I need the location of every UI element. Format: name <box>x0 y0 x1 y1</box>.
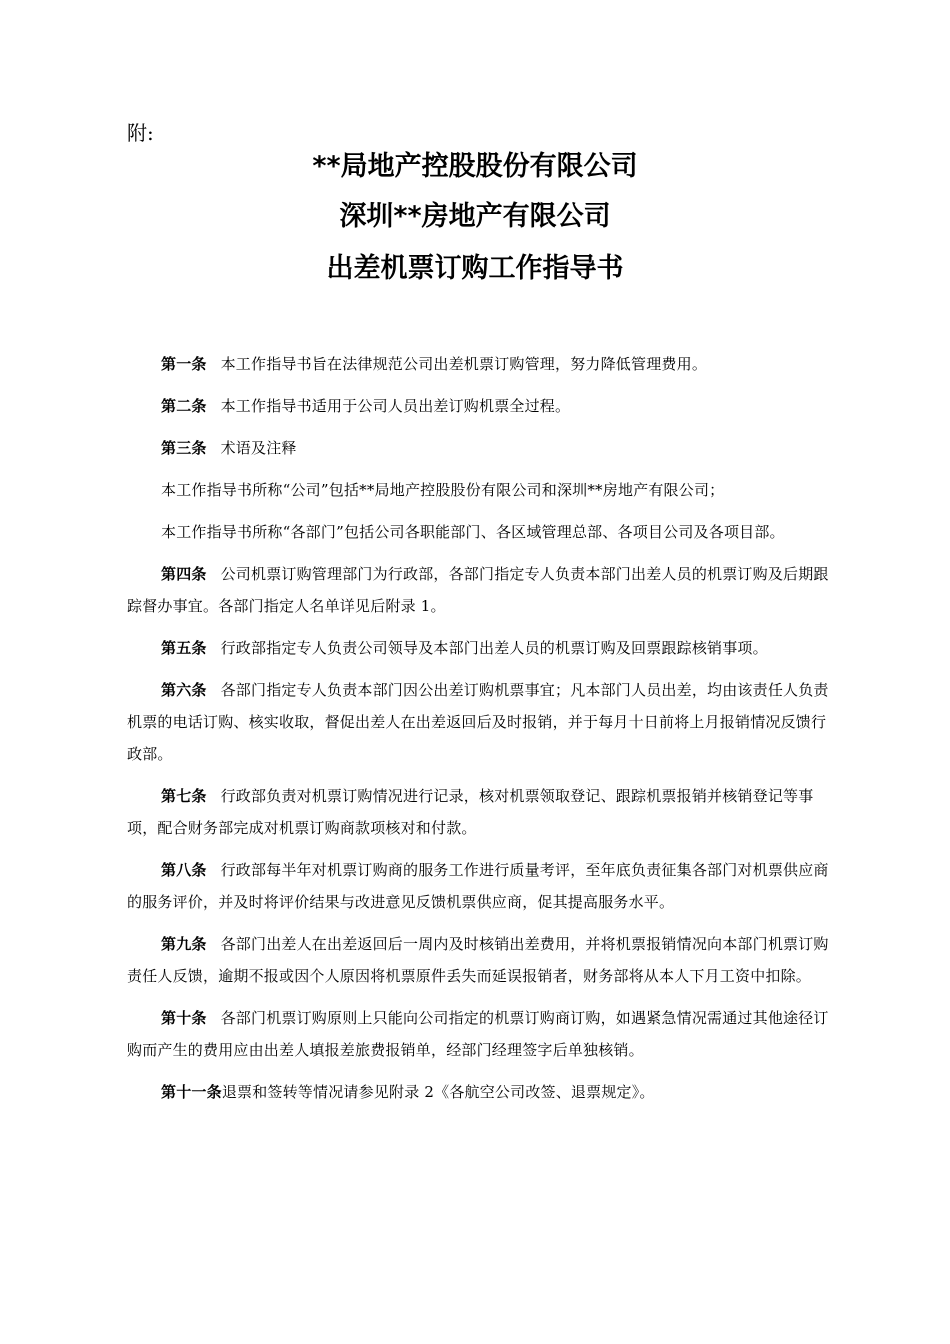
article-label: 第八条 <box>161 861 207 879</box>
article-label: 第一条 <box>161 355 207 373</box>
article-8 <box>127 854 832 918</box>
article-label: 第五条 <box>161 639 207 657</box>
article-label: 第二条 <box>161 397 207 415</box>
article-text: 行政部负责对机票订购情况进行记录，核对机票领取登记、跟踪机票报销并核销登记等事项，配合财务部完成对机票订购商款项核对和付款。 <box>127 787 814 837</box>
article-10 <box>127 1002 832 1066</box>
definition-departments <box>127 516 832 548</box>
article-text: 本工作指导书旨在法律规范公司出差机票订购管理，努力降低管理费用。 <box>220 355 708 373</box>
article-9 <box>127 928 832 992</box>
article-6 <box>127 674 832 770</box>
article-3 <box>127 432 832 464</box>
article-label: 第六条 <box>161 681 207 699</box>
article-text: 行政部指定专人负责公司领导及本部门出差人员的机票订购及回票跟踪核销事项。 <box>220 639 768 657</box>
article-2 <box>127 390 832 422</box>
article-label: 第三条 <box>161 439 207 457</box>
article-label: 第四条 <box>161 565 207 583</box>
document-body <box>127 348 832 1118</box>
article-1 <box>127 348 832 380</box>
article-label: 第十条 <box>161 1009 207 1027</box>
article-label: 第七条 <box>161 787 207 805</box>
article-text: 本工作指导书所称“公司”包括**局地产控股股份有限公司和深圳**房地产有限公司； <box>161 481 725 499</box>
title-company-1: **局地产控股股份有限公司 <box>312 151 638 182</box>
article-label: 第九条 <box>161 935 207 953</box>
article-text: 各部门出差人在出差返回后一周内及时核销出差费用，并将机票报销情况向本部门机票订购责任人反馈，逾期不报或因个人原因将机票原件丢失而延误报销者，财务部将从本人下月工资中扣除。 <box>127 935 829 985</box>
article-text: 公司机票订购管理部门为行政部，各部门指定专人负责本部门出差人员的机票订购及后期跟踪督办事宜。各部门指定人名单详见后附录 1。 <box>127 565 829 615</box>
title-company-2: 深圳**房地产有限公司 <box>339 201 611 232</box>
article-text: 本工作指导书适用于公司人员出差订购机票全过程。 <box>220 397 571 415</box>
article-4 <box>127 558 832 622</box>
article-text: 本工作指导书所称“各部门”包括公司各职能部门、各区域管理总部、各项目公司及各项目部。 <box>161 523 785 541</box>
definition-company <box>127 474 832 506</box>
document-title: 出差机票订购工作指导书 <box>326 253 624 284</box>
attachment-prefix: 附: <box>127 121 154 145</box>
article-text: 术语及注释 <box>220 439 297 457</box>
article-7 <box>127 780 832 844</box>
article-label: 第十一条 <box>161 1083 222 1101</box>
article-5 <box>127 632 832 664</box>
article-text: 行政部每半年对机票订购商的服务工作进行质量考评，至年底负责征集各部门对机票供应商的服务评价，并及时将评价结果与改进意见反馈机票供应商，促其提高服务水平。 <box>127 861 829 911</box>
article-text: 退票和签转等情况请参见附录 2《各航空公司改签、退票规定》。 <box>221 1083 655 1101</box>
article-11 <box>127 1076 832 1108</box>
article-text: 各部门机票订购原则上只能向公司指定的机票订购商订购，如遇紧急情况需通过其他途径订购而产生的费用应由出差人填报差旅费报销单，经部门经理签字后单独核销。 <box>127 1009 829 1059</box>
article-text: 各部门指定专人负责本部门因公出差订购机票事宜；凡本部门人员出差，均由该责任人负责机票的电话订购、核实收取，督促出差人在出差返回后及时报销，并于每月十日前将上月报销情况反馈行政部。 <box>127 681 829 763</box>
